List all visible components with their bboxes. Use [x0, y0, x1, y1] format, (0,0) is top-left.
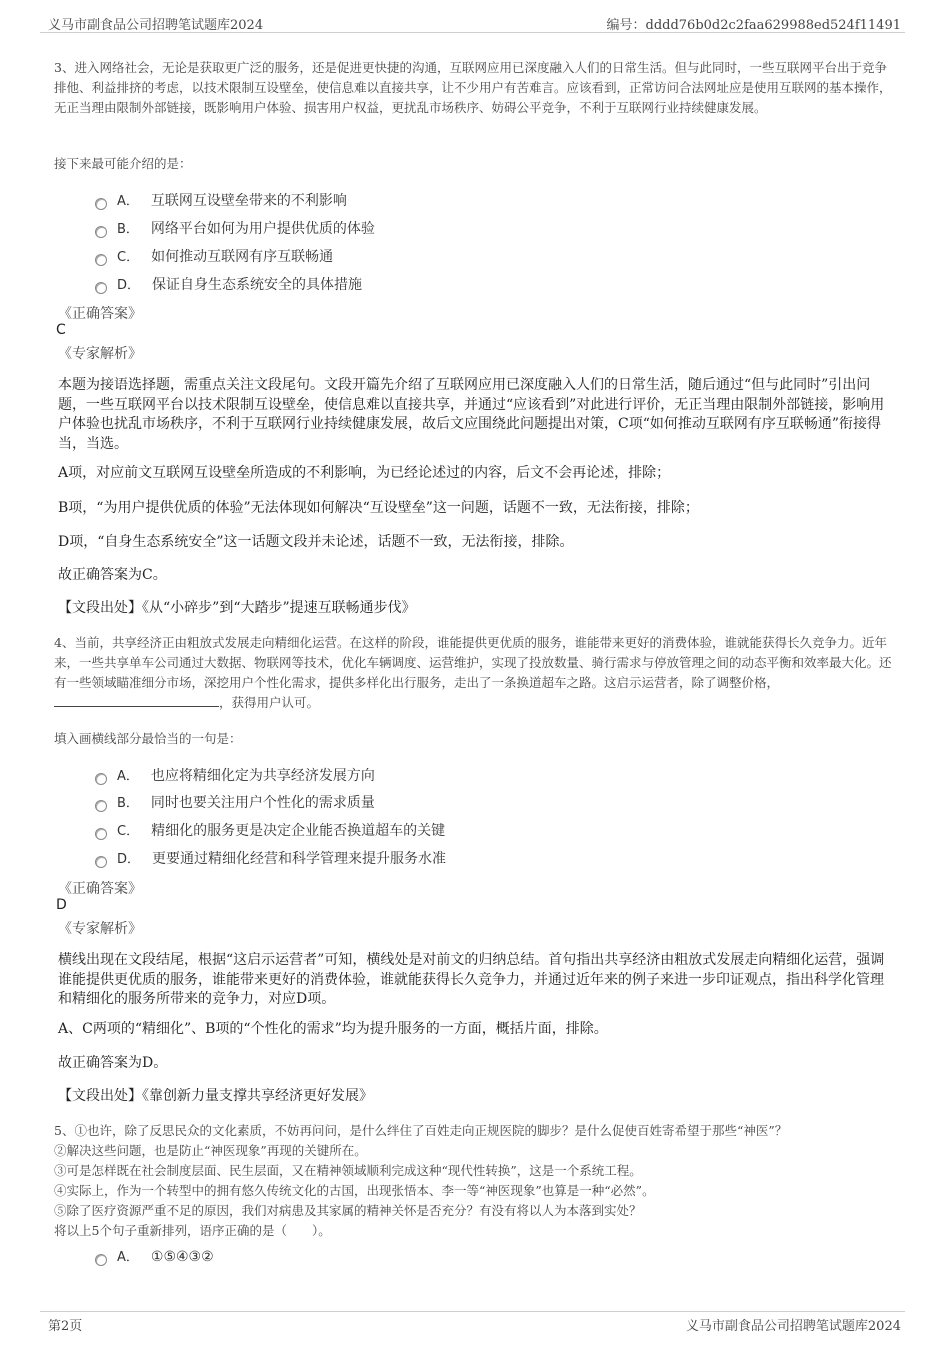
- q3-analysis-d: D项，“自身生态系统安全”这一话题文段并未论述，话题不一致，无法衔接，排除。: [58, 534, 574, 550]
- q3-option-d[interactable]: [95, 274, 362, 298]
- footer-title: 义马市副食品公司招聘笔试题库2024: [685, 1319, 901, 1334]
- q3-analysis-a: A项，对应前文互联网互设壁垒所造成的不利影响，为已经论述过的内容，后文不会再论述，排除；: [58, 465, 671, 481]
- q4-source: 【文段出处】《靠创新力量支撑共享经济更好发展》: [58, 1088, 373, 1104]
- option-key: A．: [117, 1250, 139, 1265]
- option-key: A．: [117, 769, 139, 784]
- q4-stem: [54, 633, 896, 713]
- radio-button-icon[interactable]: [95, 226, 107, 238]
- q4-option-c[interactable]: [95, 820, 445, 844]
- radio-button-icon[interactable]: [95, 828, 107, 840]
- page-header: [40, 8, 905, 33]
- option-key: D．: [117, 278, 141, 293]
- page-footer: [40, 1311, 905, 1334]
- q4-option-d[interactable]: [95, 848, 446, 872]
- option-key: B．: [117, 222, 139, 237]
- radio-button-icon[interactable]: [95, 1254, 107, 1266]
- q4-analysis-label: 《专家解析》: [58, 921, 142, 937]
- option-key: D．: [117, 852, 141, 867]
- header-doc-id: 编号：dddd76b0d2c2faa629988ed524f11491: [606, 18, 901, 33]
- q3-conclusion: 故正确答案为C。: [58, 567, 167, 583]
- radio-button-icon[interactable]: [95, 800, 107, 812]
- q5-sentence-5: ⑤除了医疗资源严重不足的原因，我们对病患及其家属的精神关怀是否充分？有没有将以人为本落到实处？: [54, 1203, 642, 1218]
- page-number: 第2页: [48, 1319, 83, 1334]
- q4-option-b[interactable]: [95, 792, 375, 816]
- option-text: 也应将精细化定为共享经济发展方向: [150, 768, 375, 784]
- q4-answer: D: [56, 897, 67, 913]
- radio-button-icon[interactable]: [95, 773, 107, 785]
- option-key: C．: [117, 250, 140, 265]
- option-text: 如何推动互联网有序互联畅通: [151, 249, 334, 265]
- q4-option-a[interactable]: [95, 765, 375, 789]
- q3-analysis-label: 《专家解析》: [58, 346, 142, 362]
- q3-prompt: 接下来最可能介绍的是：: [54, 156, 192, 171]
- q4-answer-label: 《正确答案》: [58, 881, 142, 897]
- q3-option-a[interactable]: [95, 190, 347, 214]
- q3-option-b[interactable]: [95, 218, 375, 242]
- fill-blank: [54, 693, 219, 707]
- radio-button-icon[interactable]: [95, 254, 107, 266]
- q3-stem: 3、进入网络社会，无论是获取更广泛的服务，还是促进更快捷的沟通，互联网应用已深度融入人们的日常生活。但与此同时，一些互联网平台出于竞争排他、利益排挤的考虑，以技术限制互设壁垒，使信息难以直接共享，让不少用户有苦难言。应该看到，正常访问合法网址应是使用互联网的基本操作，无正当理由限制外部链接，既影响用户体验、损害用户权益，更扰乱市场秩序、妨碍公平竞争，不利于互联网行业持续健康发展。: [54, 60, 892, 115]
- radio-button-icon[interactable]: [95, 198, 107, 210]
- q3-answer: C: [56, 322, 66, 338]
- option-text: 互联网互设壁垒带来的不利影响: [150, 193, 347, 209]
- q3-source: 【文段出处】《从“小碎步”到“大踏步”提速互联畅通步伐》: [58, 600, 416, 616]
- option-key: C．: [117, 824, 140, 839]
- q5-sentence-3: ③可是怎样既在社会制度层面、民生层面，又在精神领域顺利完成这种“现代性转换”，这是一个系统工程。: [54, 1163, 642, 1178]
- q4-analysis-options: A、C两项的“精细化”、B项的“个性化的需求”均为提升服务的一方面，概括片面，排除。: [58, 1021, 608, 1037]
- option-text: ①⑤④③②: [150, 1249, 214, 1265]
- q4-stem-text: 4、当前，共享经济正由粗放式发展走向精细化运营。在这样的阶段，谁能提供更优质的服务，谁能带来更好的消费体验，谁就能获得长久竞争力。近年来，一些共享单车公司通过大数据、物联网等技术，优化车辆调度、运营维护，实现了投放数量、骑行需求与停放管理之间的动态平衡和效率最大化。还有一些领域瞄准细分市场，深挖用户个性化需求，提供多样化出行服务，走出了一条换道超车之路。这启示运营者，除了调整价格，: [54, 635, 892, 690]
- q3-analysis-b: B项，“为用户提供优质的体验”无法体现如何解决“互设壁垒”这一问题，话题不一致，无法衔接，排除；: [58, 500, 699, 516]
- q3-answer-label: 《正确答案》: [58, 306, 142, 322]
- option-text: 更要通过精细化经营和科学管理来提升服务水准: [152, 851, 447, 867]
- header-title: 义马市副食品公司招聘笔试题库2024: [48, 18, 264, 33]
- q5-option-a[interactable]: [95, 1246, 214, 1270]
- q3-option-c[interactable]: [95, 246, 333, 270]
- q5-sentence-2: ②解决这些问题，也是防止“神医现象”再现的关键所在。: [54, 1143, 367, 1158]
- option-text: 同时也要关注用户个性化的需求质量: [150, 795, 375, 811]
- q4-analysis-main: 横线出现在文段结尾，根据“这启示运营者”可知，横线处是对前文的归纳总结。首句指出共享经济由粗放式发展走向精细化运营，强调谁能提供更优质的服务，谁能带来更好的消费体验，谁就能获得长久竞争力，并通过近年来的例子来进一步印证观点，指出科学化管理和精细化的服务所带来的竞争力，对应D项。: [58, 952, 885, 1007]
- q3-analysis-main: 本题为接语选择题，需重点关注文段尾句。文段开篇先介绍了互联网应用已深度融入人们的日常生活，随后通过“但与此同时”引出问题，一些互联网平台以技术限制互设壁垒，使信息难以直接共享，并通过“应该看到”对此进行评价，无正当理由限制外部链接，影响用户体验也扰乱市场秩序，不利于互联网行业持续健康发展，故后文应围绕此问题提出对策，C项“如何推动互联网有序互联畅通”衔接得当，当选。: [58, 377, 885, 452]
- radio-button-icon[interactable]: [95, 856, 107, 868]
- option-key: B．: [117, 796, 139, 811]
- q4-conclusion: 故正确答案为D。: [58, 1055, 168, 1071]
- option-key: A．: [117, 194, 139, 209]
- q5-prompt: 将以上5个句子重新排列，语序正确的是（ ）。: [54, 1223, 331, 1238]
- option-text: 网络平台如何为用户提供优质的体验: [150, 221, 375, 237]
- q4-prompt: 填入画横线部分最恰当的一句是：: [54, 731, 242, 746]
- q5-sentence-1: 5、①也许，除了反思民众的文化素质，不妨再问问，是什么绊住了百姓走向正规医院的脚步？是什么促使百姓寄希望于那些“神医”？: [54, 1123, 788, 1138]
- option-text: 精细化的服务更是决定企业能否换道超车的关键: [151, 823, 446, 839]
- radio-button-icon[interactable]: [95, 282, 107, 294]
- q5-sentence-4: ④实际上，作为一个转型中的拥有悠久传统文化的古国，出现张悟本、李一等“神医现象”也算是一种“必然”。: [54, 1183, 655, 1198]
- option-text: 保证自身生态系统安全的具体措施: [152, 277, 363, 293]
- q4-stem-end: ，获得用户认可。: [219, 695, 320, 710]
